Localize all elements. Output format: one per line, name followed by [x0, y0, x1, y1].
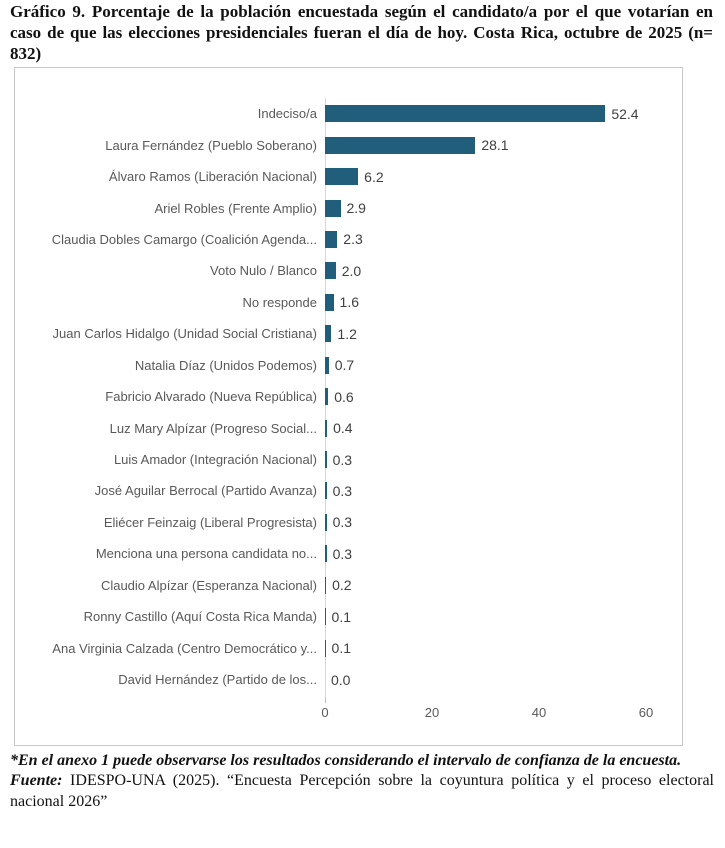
category-label: Claudia Dobles Camargo (Coalición Agenda... — [51, 231, 317, 247]
value-label: 28.1 — [481, 137, 509, 154]
source-text: IDESPO-UNA (2025). “Encuesta Percepción sobre la coyuntura política y el proceso electoral nacional 2026” — [10, 772, 714, 810]
category-label: Voto Nulo / Blanco — [210, 263, 317, 279]
chart-area — [14, 67, 683, 746]
value-label: 0.6 — [334, 388, 354, 405]
bar — [325, 231, 337, 248]
bar — [325, 640, 326, 657]
bar — [325, 577, 326, 594]
category-label: Claudio Alpízar (Esperanza Nacional) — [100, 577, 317, 593]
value-label: 0.7 — [334, 357, 355, 374]
annex-note: *En el anexo 1 puede observarse los resultados considerando el intervalo de confianza de la encuesta. — [10, 752, 682, 769]
bar — [325, 545, 327, 562]
bar — [325, 105, 605, 122]
x-axis-ticks — [15, 705, 682, 725]
figure-title: Gráfico 9. Porcentaje de la población encuestada según el candidato/a por el que votarían en caso de que las elecciones presidenciales fueran el día de hoy. Costa Rica, octubre de 2025 (n= 832) — [10, 2, 713, 63]
chart-row — [15, 507, 682, 538]
chart-row — [15, 570, 682, 601]
value-label: 6.2 — [364, 168, 384, 185]
bar — [325, 137, 475, 154]
chart-row — [15, 664, 682, 695]
chart-row — [15, 129, 682, 160]
bar — [325, 388, 328, 405]
chart-row — [15, 255, 682, 286]
bar — [325, 168, 358, 185]
x-axis-tick-label: 20 — [424, 705, 440, 720]
chart-row — [15, 475, 682, 506]
category-label: Laura Fernández (Pueblo Soberano) — [105, 137, 317, 153]
category-label: Ana Virginia Calzada (Centro Democrático y... — [52, 640, 317, 656]
chart-row — [15, 632, 682, 663]
category-label: Ariel Robles (Frente Amplio) — [154, 200, 317, 216]
x-axis-tick-label: 60 — [638, 705, 654, 720]
x-axis-zero-tick — [325, 698, 326, 703]
value-label: 1.2 — [337, 325, 357, 342]
chart-row — [15, 350, 682, 381]
value-label: 0.1 — [331, 608, 351, 625]
category-label: Juan Carlos Hidalgo (Unidad Social Cristiana) — [52, 326, 317, 342]
value-label: 0.4 — [333, 420, 353, 437]
value-label: 0.0 — [331, 671, 351, 688]
category-label: Indeciso/a — [257, 106, 317, 122]
category-label: Luis Amador (Integración Nacional) — [113, 452, 317, 468]
category-label: Ronny Castillo (Aquí Costa Rica Manda) — [83, 609, 317, 625]
bar — [325, 262, 336, 279]
bar — [325, 514, 327, 531]
chart-row — [15, 287, 682, 318]
category-label: José Aguilar Berrocal (Partido Avanza) — [94, 483, 317, 499]
bar — [325, 420, 327, 437]
figure-footnote — [10, 751, 714, 812]
chart-row — [15, 318, 682, 349]
value-label: 0.3 — [332, 545, 353, 562]
x-axis-tick-label: 40 — [531, 705, 547, 720]
bar — [325, 325, 331, 342]
bar — [325, 451, 327, 468]
value-label: 0.3 — [332, 482, 353, 499]
value-label: 2.0 — [341, 262, 362, 279]
chart-rows — [15, 98, 682, 695]
value-label: 2.9 — [346, 200, 366, 217]
chart-row — [15, 161, 682, 192]
category-label: Eliécer Feinzaig (Liberal Progresista) — [103, 514, 317, 530]
source-line — [10, 771, 714, 812]
chart-row — [15, 224, 682, 255]
value-label: 2.3 — [343, 231, 363, 248]
chart-row — [15, 601, 682, 632]
value-label: 0.3 — [332, 451, 353, 468]
bar — [325, 608, 326, 625]
value-label: 52.4 — [611, 105, 639, 122]
chart-row — [15, 444, 682, 475]
source-label: Fuente: — [10, 772, 63, 790]
category-label: Fabricio Alvarado (Nueva República) — [105, 389, 317, 405]
chart-row — [15, 381, 682, 412]
chart-row — [15, 192, 682, 223]
bar — [325, 200, 341, 217]
value-label: 1.6 — [339, 294, 360, 311]
chart-row — [15, 538, 682, 569]
bar — [325, 357, 329, 374]
value-label: 0.1 — [331, 640, 351, 657]
x-axis-tick-label: 0 — [321, 705, 329, 720]
category-label: David Hernández (Partido de los... — [118, 672, 317, 688]
category-label: Natalia Díaz (Unidos Podemos) — [134, 357, 317, 373]
category-label: Menciona una persona candidata no... — [95, 546, 317, 562]
value-label: 0.3 — [332, 514, 353, 531]
bar — [325, 294, 334, 311]
bar — [325, 482, 327, 499]
category-label: Luz Mary Alpízar (Progreso Social... — [109, 420, 317, 436]
value-label: 0.2 — [332, 577, 352, 594]
chart-row — [15, 98, 682, 129]
category-label: Álvaro Ramos (Liberación Nacional) — [108, 169, 317, 185]
chart-row — [15, 412, 682, 443]
category-label: No responde — [242, 294, 317, 310]
